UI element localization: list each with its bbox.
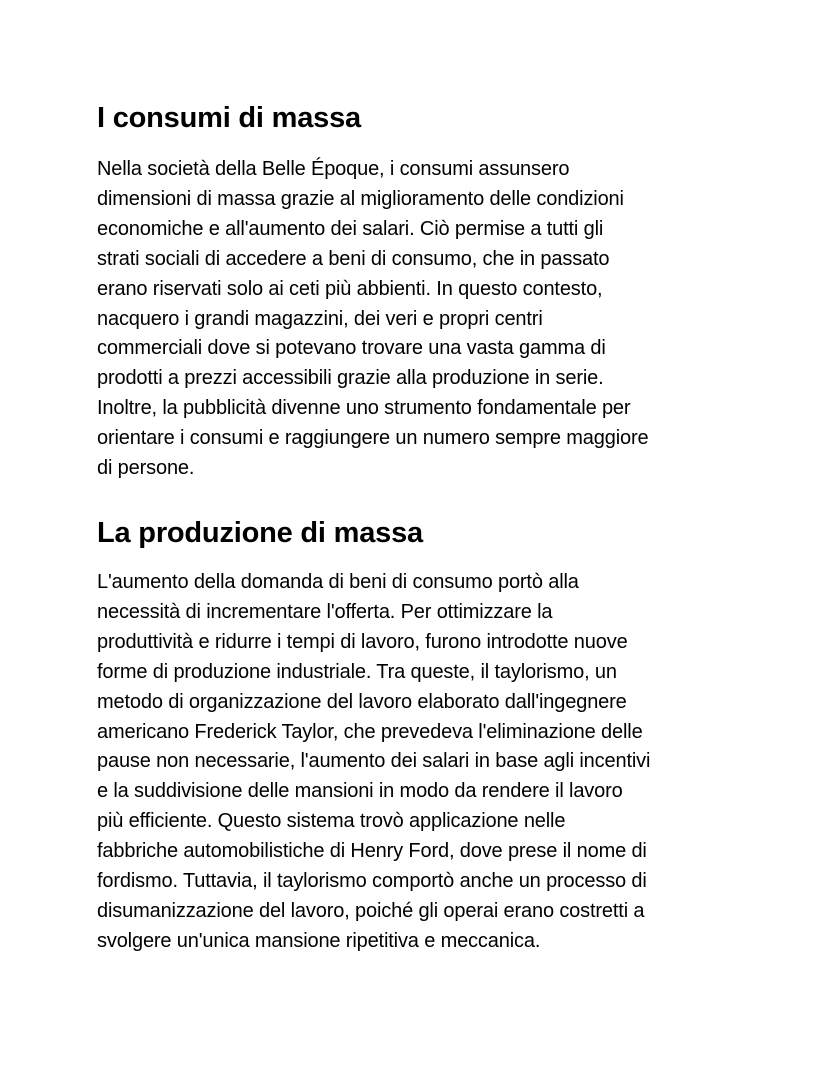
text-line: di persone. [97,457,195,480]
text-line: disumanizzazione del lavoro, poiché gli operai erano costretti a [97,899,645,922]
text-line: fabbriche automobilistiche di Henry Ford, dove prese il nome di [97,840,647,863]
document-content [97,96,737,957]
section-paragraph [97,568,737,957]
text-line: commerciali dove si potevano trovare una vasta gamma di [97,337,606,360]
text-line: necessità di incrementare l'offerta. Per ottimizzare la [97,600,553,623]
text-line: fordismo. Tuttavia, il taylorismo comportò anche un processo di [97,870,647,893]
text-line: Nella società della Belle Époque, i consumi assunsero [97,158,570,180]
text-line: metodo di organizzazione del lavoro elaborato dall'ingegnere [97,690,627,713]
text-line: dimensioni di massa grazie al miglioramento delle condizioni [97,187,624,210]
section-paragraph [97,155,737,484]
text-line: pause non necessarie, l'aumento dei salari in base agli incentivi [97,750,651,773]
text-line: nacquero i grandi magazzini, dei veri e propri centri [97,307,543,330]
text-line: produttività e ridurre i tempi di lavoro, furono introdotte nuove [97,630,628,653]
section-title: La produzione di massa [97,516,423,549]
text-line: prodotti a prezzi accessibili grazie alla produzione in serie. [97,367,604,390]
section-consumi-di-massa [97,96,737,484]
text-line: forme di produzione industriale. Tra queste, il taylorismo, un [97,660,617,683]
text-line: orientare i consumi e raggiungere un numero sempre maggiore [97,427,649,450]
section-produzione-di-massa [97,511,737,957]
section-title: I consumi di massa [97,102,361,134]
text-line: più efficiente. Questo sistema trovò applicazione nelle [97,810,566,833]
text-line: americano Frederick Taylor, che prevedeva l'eliminazione delle [97,720,643,743]
text-line: strati sociali di accedere a beni di consumo, che in passato [97,247,610,270]
text-line: e la suddivisione delle mansioni in modo da rendere il lavoro [97,780,623,803]
text-line: L'aumento della domanda di beni di consumo portò alla [97,570,579,593]
text-line: Inoltre, la pubblicità divenne uno strumento fondamentale per [97,397,631,420]
text-line: svolgere un'unica mansione ripetitiva e meccanica. [97,929,541,952]
text-line: erano riservati solo ai ceti più abbienti. In questo contesto, [97,277,603,300]
text-line: economiche e all'aumento dei salari. Ciò permise a tutti gli [97,217,604,240]
